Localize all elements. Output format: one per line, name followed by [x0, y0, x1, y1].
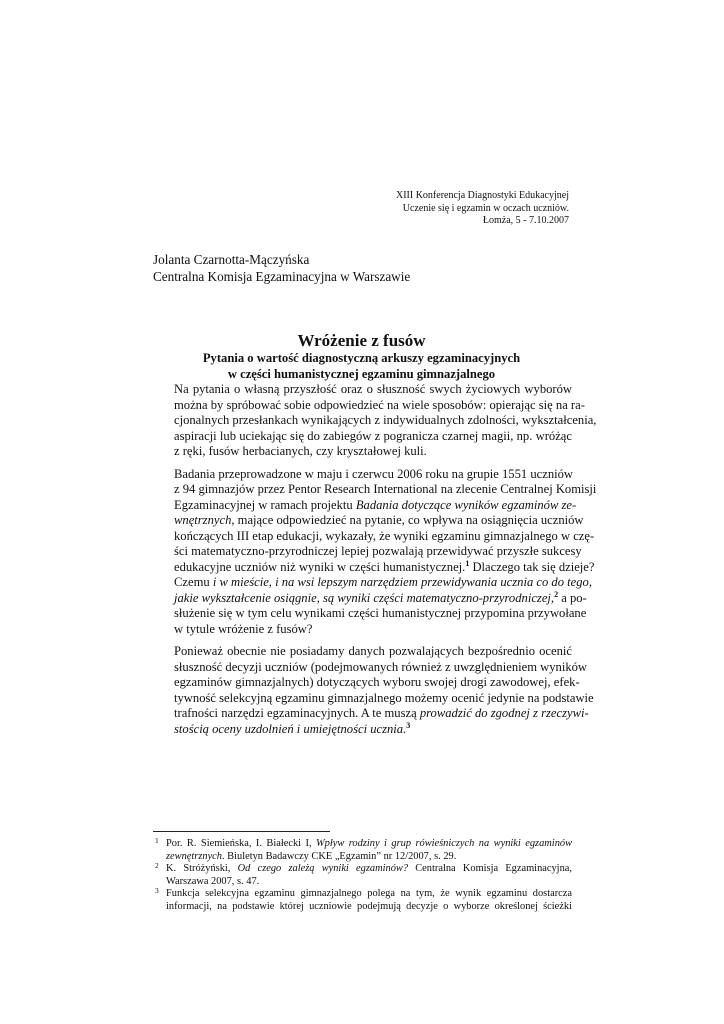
text-line — [153, 706, 589, 722]
text-line — [153, 558, 595, 576]
paragraph-1 — [153, 382, 597, 460]
text-line — [153, 722, 572, 738]
author-name: Jolanta Czarnotta-Mączyńska — [153, 252, 310, 267]
footnote-number: 2 — [155, 861, 159, 871]
footnote-1 — [153, 838, 572, 863]
cited-title: Od czego zależą wyniki egzaminów? — [237, 863, 409, 875]
footnote-number: 1 — [155, 836, 159, 845]
footnote-line: Funkcja selekcyjna egzaminu gimnazjalnego polega na tym, że wynik egzaminu dostarcza — [166, 888, 572, 900]
text-line: z ręki, fusów herbacianych, czy kryształowej kuli. — [174, 444, 427, 458]
text-line: w tytule wróżenie z fusów? — [174, 621, 313, 636]
text-line: tywność selekcyjną egzaminu gimnazjalnego możemy ocenić jedynie na podstawie — [174, 690, 594, 705]
text-line — [153, 513, 584, 529]
text-line — [153, 575, 593, 591]
conference-place-date: Łomża, 5 - 7.10.2007 — [482, 215, 569, 226]
footnote-number: 3 — [155, 886, 159, 896]
paper-subtitle-line-1: Pytania o wartość diagnostyczną arkuszy egzaminacyjnych — [202, 351, 521, 365]
text-line: cjonalnych przesłankach wynikających z indywidualnych zdolności, wykształcenia, — [174, 413, 597, 427]
quotation-continued: stością oceny uzdolnień i umiejętności ucznia. — [174, 721, 407, 736]
text-run: Centralna Komisja Egzaminacyjna, — [408, 863, 572, 875]
text-run: K. Stróżyński, — [166, 863, 238, 875]
text-run: Por. R. Siemieńska, I. Białecki I, — [166, 838, 317, 849]
footnote-line — [166, 851, 572, 864]
footnote-line: Warszawa 2007, s. 47. — [166, 875, 260, 887]
footnote-line: informacji, na podstawie której uczniowie podejmują decyzje o wyborze określonej ścieżki — [166, 900, 572, 912]
footnote-separator — [153, 831, 330, 832]
text-run: , mające odpowiedzieć na pytanie, co wpływa na osiągnięcia uczniów — [231, 513, 584, 527]
paragraph-2 — [153, 466, 597, 638]
text-run: trafności narzędzi egzaminacyjnych. A te muszą — [174, 706, 420, 720]
text-line — [153, 497, 577, 514]
conference-header — [309, 190, 569, 228]
paragraph-3 — [153, 644, 594, 737]
text-run: a po- — [558, 590, 587, 605]
text-line: egzaminów gimnazjalnych) dotyczących wyboru swojej drogi zawodowej, efek- — [174, 675, 580, 689]
footnote-line — [166, 863, 572, 876]
text-run: edukacyjne uczniów niż wyniki w części humanistycznej. — [174, 559, 466, 574]
text-run: Dlaczego tak się dzieje? — [469, 559, 595, 574]
text-line: z 94 gimnazjów przez Pentor Research International na zlecenie Centralnej Komisji — [174, 482, 597, 496]
footnote-ref-1[interactable]: 1 — [465, 558, 470, 568]
text-run: . Biuletyn Badawczy CKE „Egzamin” nr 12/2007, s. 29. — [221, 850, 457, 862]
text-line — [153, 589, 587, 607]
paper-subtitle-line-2: w części humanistycznej egzaminu gimnazjalnego — [227, 366, 496, 381]
text-line: Ponieważ obecnie nie posiadamy danych pozwalających bezpośrednio ocenić — [174, 644, 572, 658]
footnotes — [153, 838, 572, 914]
conference-name: XIII Konferencja Diagnostyki Edukacyjnej — [396, 190, 569, 201]
text-line: kończących III etap edukacji, wykazały, że wyniki egzaminu gimnazjalnego w czę- — [174, 528, 595, 543]
footnote-3 — [153, 888, 572, 913]
body-text — [153, 382, 597, 744]
cited-title: Wpływ rodziny i grup rówieśniczych na wyniki egzaminów — [316, 838, 573, 849]
quotation: i w mieście, i na wsi lepszym narzędziem przewidywania ucznia co do tego, — [212, 575, 593, 589]
title-block — [150, 331, 573, 382]
paper-title: Wróżenie z fusów — [297, 331, 426, 350]
cited-title-continued: zewnętrznych — [166, 850, 222, 862]
text-line: słuszność decyzji uczniów (podejmowanych również z uwzględnieniem wyników — [174, 659, 588, 674]
text-line: można by spróbować sobie odpowiedzieć na wiele sposobów: opierając się na ra- — [174, 397, 585, 412]
project-title: Badania dotyczące wyników egzaminów ze- — [355, 497, 577, 512]
text-run: Czemu — [174, 575, 213, 589]
text-line: służenie się w tym celu wynikami części humanistycznej przypomina przywołane — [174, 606, 587, 620]
author-institution: Centralna Komisja Egzaminacyjna w Warszawie — [153, 269, 411, 284]
text-run: Egzaminacyjnej w ramach projektu — [174, 497, 356, 512]
text-line: Na pytania o własną przyszłość oraz o słuszność swych życiowych wyborów — [174, 382, 572, 396]
footnote-2 — [153, 863, 572, 888]
quotation-continued: jakie wykształcenie osiągnie, są wyniki części matematyczno-przyrodniczej — [174, 590, 551, 605]
text-line: ści matematyczno-przyrodniczej lepiej pozwalają przewidywać przyszłe sukcesy — [174, 544, 582, 558]
project-title-continued: wnętrznych — [174, 513, 232, 527]
footnote-ref-3[interactable]: 3 — [406, 720, 411, 730]
author-block — [153, 251, 410, 285]
quotation: prowadzić do zgodnej z rzeczywi- — [419, 706, 589, 720]
text-line: aspiracji lub uciekając się do zabiegów z pogranicza czarnej magii, np. wróżąc — [174, 428, 572, 443]
footnote-ref-2[interactable]: 2 — [554, 589, 559, 599]
footnote-line — [166, 838, 572, 851]
text-run: , — [550, 590, 555, 605]
conference-theme: Uczenie się i egzamin w oczach uczniów. — [402, 202, 569, 214]
text-line: Badania przeprowadzone w maju i czerwcu 2006 roku na grupie 1551 uczniów — [174, 466, 574, 481]
